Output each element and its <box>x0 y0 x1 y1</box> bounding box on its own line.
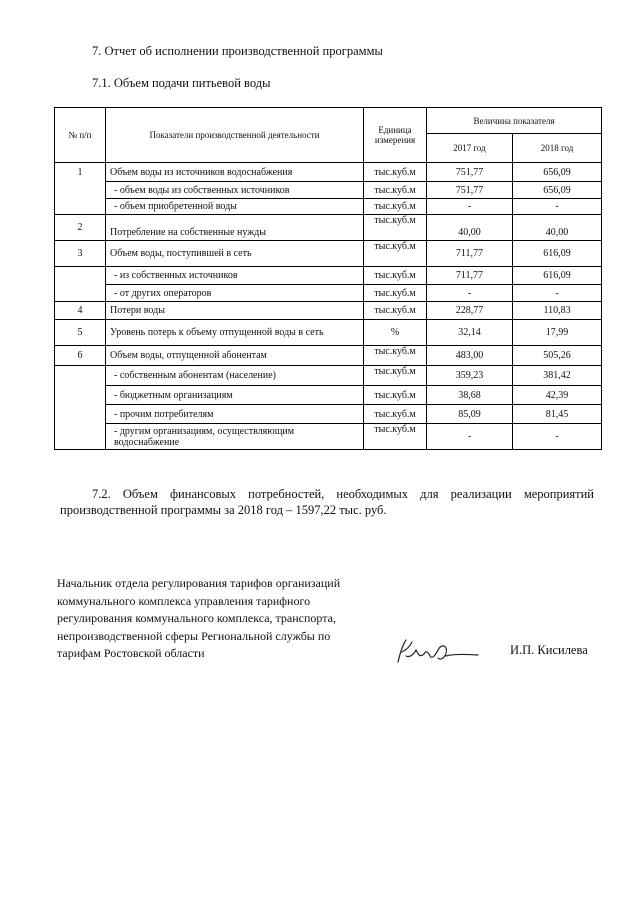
table-row <box>55 163 602 182</box>
table-row <box>55 424 602 450</box>
position-line: регулирования коммунального комплекса, транспорта, <box>57 611 336 626</box>
row-value-2017: 751,77 <box>427 163 513 182</box>
signatory-name: И.П. Кисилева <box>510 643 588 657</box>
row-label: - объем воды из собственных источников <box>106 182 364 199</box>
row-unit: тыс.куб.м <box>364 267 427 285</box>
row-label: Объем воды из источников водоснабжения <box>106 163 364 182</box>
table-row <box>55 215 602 241</box>
row-unit: тыс.куб.м <box>364 302 427 320</box>
row-value-2017: 711,77 <box>427 267 513 285</box>
row-value-2017: 85,09 <box>427 405 513 424</box>
row-unit: тыс.куб.м <box>364 366 427 386</box>
table-row <box>55 285 602 302</box>
row-unit: тыс.куб.м <box>364 346 427 366</box>
row-unit: тыс.куб.м <box>364 163 427 182</box>
position-line: коммунального комплекса управления тарифного <box>57 593 311 608</box>
table-row <box>55 366 602 386</box>
row-unit: тыс.куб.м <box>364 215 427 241</box>
row-value-2017: - <box>427 285 513 302</box>
row-num-empty <box>55 267 106 302</box>
section-7-2-paragraph <box>60 486 594 518</box>
row-value-2018: 616,09 <box>513 267 602 285</box>
row-unit: тыс.куб.м <box>364 424 427 450</box>
row-label: Потребление на собственные нужды <box>106 215 364 241</box>
row-label: - от других операторов <box>106 285 364 302</box>
section-7-title: 7. Отчет об исполнении производственной программы <box>92 44 383 58</box>
position-line: Начальник отдела регулирования тарифов организаций <box>57 576 341 590</box>
row-value-2017: 228,77 <box>427 302 513 320</box>
row-label: - объем приобретенной воды <box>106 199 364 215</box>
header-value: Величина показателя <box>427 108 602 134</box>
header-unit: Единица измерения <box>364 108 427 163</box>
signatory-position <box>57 575 340 663</box>
header-num: № п/п <box>55 108 106 163</box>
row-label: - из собственных источников <box>106 267 364 285</box>
position-line: тарифам Ростовской области <box>57 646 205 661</box>
row-unit: тыс.куб.м <box>364 285 427 302</box>
row-label: - собственным абонентам (население) <box>106 366 364 386</box>
row-value-2017: 32,14 <box>427 320 513 346</box>
table-row <box>55 320 602 346</box>
handwritten-signature <box>392 632 482 673</box>
header-year-2017: 2017 год <box>427 134 513 163</box>
row-value-2017: 359,23 <box>427 366 513 386</box>
row-label: - другим организациям, осуществляющим водоснабжение <box>106 424 364 450</box>
section-7-1-title: 7.1. Объем подачи питьевой воды <box>92 76 271 90</box>
table-row <box>55 302 602 320</box>
row-num: 2 <box>55 215 106 241</box>
row-num: 6 <box>55 346 106 366</box>
position-line: непроизводственной сферы Региональной службы по <box>57 628 331 643</box>
row-label: Уровень потерь к объему отпущенной воды в сеть <box>106 320 364 346</box>
table-row <box>55 267 602 285</box>
row-value-2017: 483,00 <box>427 346 513 366</box>
row-value-2017: - <box>427 199 513 215</box>
row-value-2018: - <box>513 285 602 302</box>
row-value-2018: - <box>513 199 602 215</box>
row-value-2018: 42,39 <box>513 386 602 405</box>
table-row <box>55 386 602 405</box>
header-indicator: Показатели производственной деятельности <box>106 108 364 163</box>
table-row <box>55 346 602 366</box>
table-header-row <box>55 108 602 134</box>
row-unit: тыс.куб.м <box>364 182 427 199</box>
row-value-2018: 656,09 <box>513 163 602 182</box>
row-value-2017: - <box>427 424 513 450</box>
section-7-2-line1: 7.2. Объем финансовых потребностей, необходимых для реализации мероприятий <box>92 487 594 501</box>
section-7-2-line2: производственной программы за 2018 год – 1597,22 тыс. руб. <box>60 503 387 517</box>
row-value-2018: 656,09 <box>513 182 602 199</box>
row-unit: тыс.куб.м <box>364 199 427 215</box>
row-num-empty <box>55 366 106 450</box>
row-label: Потери воды <box>106 302 364 320</box>
row-label: - прочим потребителям <box>106 405 364 424</box>
row-value-2017: 711,77 <box>427 241 513 267</box>
table-row <box>55 405 602 424</box>
row-value-2018: 505,26 <box>513 346 602 366</box>
row-value-2018: - <box>513 424 602 450</box>
table-row <box>55 182 602 199</box>
row-unit: тыс.куб.м <box>364 405 427 424</box>
row-value-2018: 110,83 <box>513 302 602 320</box>
row-value-2018: 381,42 <box>513 366 602 386</box>
row-value-2018: 616,09 <box>513 241 602 267</box>
row-label: Объем воды, поступившей в сеть <box>106 241 364 267</box>
row-value-2017: 38,68 <box>427 386 513 405</box>
row-value-2018: 17,99 <box>513 320 602 346</box>
row-label: Объем воды, отпущенной абонентам <box>106 346 364 366</box>
row-value-2018: 40,00 <box>513 215 602 241</box>
row-num: 5 <box>55 320 106 346</box>
row-label: - бюджетным организациям <box>106 386 364 405</box>
row-value-2018: 81,45 <box>513 405 602 424</box>
header-year-2018: 2018 год <box>513 134 602 163</box>
row-unit: % <box>364 320 427 346</box>
water-supply-table <box>54 107 602 450</box>
table-row <box>55 241 602 267</box>
row-unit: тыс.куб.м <box>364 241 427 267</box>
table-row <box>55 199 602 215</box>
row-num: 1 <box>55 163 106 215</box>
row-value-2017: 751,77 <box>427 182 513 199</box>
row-unit: тыс.куб.м <box>364 386 427 405</box>
row-value-2017: 40,00 <box>427 215 513 241</box>
row-num: 3 <box>55 241 106 267</box>
row-num: 4 <box>55 302 106 320</box>
